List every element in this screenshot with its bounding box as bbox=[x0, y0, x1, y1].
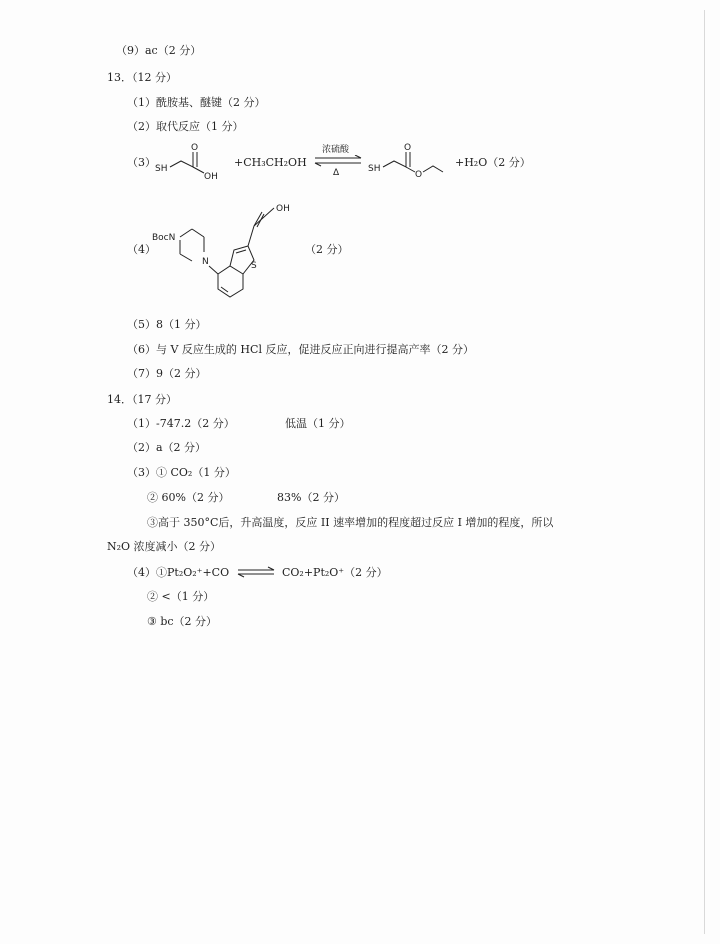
answer-13-5: （5）8（1 分） bbox=[127, 318, 207, 331]
answer-13-3-number: （3） bbox=[127, 156, 156, 169]
answer-13-6: （6）与 V 反应生成的 HCl 反应，促进反应正向进行提高产率（2 分） bbox=[127, 343, 474, 356]
condition-heat: Δ bbox=[333, 168, 340, 178]
answer-9: （9）ac（2 分） bbox=[116, 44, 202, 57]
n-label: N bbox=[202, 257, 209, 267]
carbonyl-o-label: O bbox=[191, 143, 199, 153]
answer-13-4-score: （2 分） bbox=[305, 243, 349, 256]
condition-conc-sulfuric: 浓硫酸 bbox=[322, 145, 350, 155]
ester-o-label: O bbox=[415, 170, 423, 180]
answer-14-1-condition: 低温（1 分） bbox=[285, 417, 351, 430]
carbonyl-o-label: O bbox=[404, 143, 412, 153]
answer-14-3-1: （3）① CO₂（1 分） bbox=[127, 466, 236, 479]
answer-13-2: （2）取代反应（1 分） bbox=[127, 120, 244, 133]
question-14-heading: 14．（17 分） bbox=[107, 393, 177, 406]
bocn-label: BocN bbox=[152, 233, 176, 243]
answer-14-2: （2）a（2 分） bbox=[127, 441, 207, 454]
oh-label: OH bbox=[276, 204, 290, 214]
sh-label: SH bbox=[155, 164, 168, 174]
sh-label: SH bbox=[368, 164, 381, 174]
answer-14-4-1-reactants: （4）①Pt₂O₂⁺+CO bbox=[127, 566, 230, 579]
answer-13-7: （7）9（2 分） bbox=[127, 367, 207, 380]
answer-14-3-2a: ② 60%（2 分） bbox=[147, 491, 230, 504]
ethanol-term: +CH₃CH₂OH bbox=[234, 156, 307, 169]
answer-14-3-3-line2: N₂O 浓度减小（2 分） bbox=[107, 540, 222, 553]
answer-14-4-2: ② <（1 分） bbox=[147, 590, 215, 603]
oh-label: OH bbox=[204, 172, 218, 182]
page-edge bbox=[704, 10, 705, 934]
answer-14-3-3-line1: ③高于 350°C后，升高温度，反应 II 速率增加的程度超过反应 I 增加的程度，所以 bbox=[147, 516, 554, 529]
thioglycolic-acid-structure bbox=[150, 140, 230, 185]
ethyl-thioglycolate-structure bbox=[365, 140, 455, 185]
answer-13-1: （1）酰胺基、醚键（2 分） bbox=[127, 96, 266, 109]
s-label: S bbox=[251, 261, 257, 271]
answer-13-4-number: （4） bbox=[127, 243, 156, 256]
water-term-score: +H₂O（2 分） bbox=[455, 156, 531, 169]
answer-14-1-value: （1）-747.2（2 分） bbox=[127, 417, 235, 430]
answer-14-4-3: ③ bc（2 分） bbox=[147, 615, 218, 628]
answer-14-3-2b: 83%（2 分） bbox=[277, 491, 345, 504]
answer-14-4-1-products: CO₂+Pt₂O⁺（2 分） bbox=[282, 566, 388, 579]
question-13-heading: 13．（12 分） bbox=[107, 71, 177, 84]
boc-piperazine-benzothiophene-structure bbox=[150, 188, 310, 308]
equilibrium-arrow bbox=[236, 566, 276, 578]
